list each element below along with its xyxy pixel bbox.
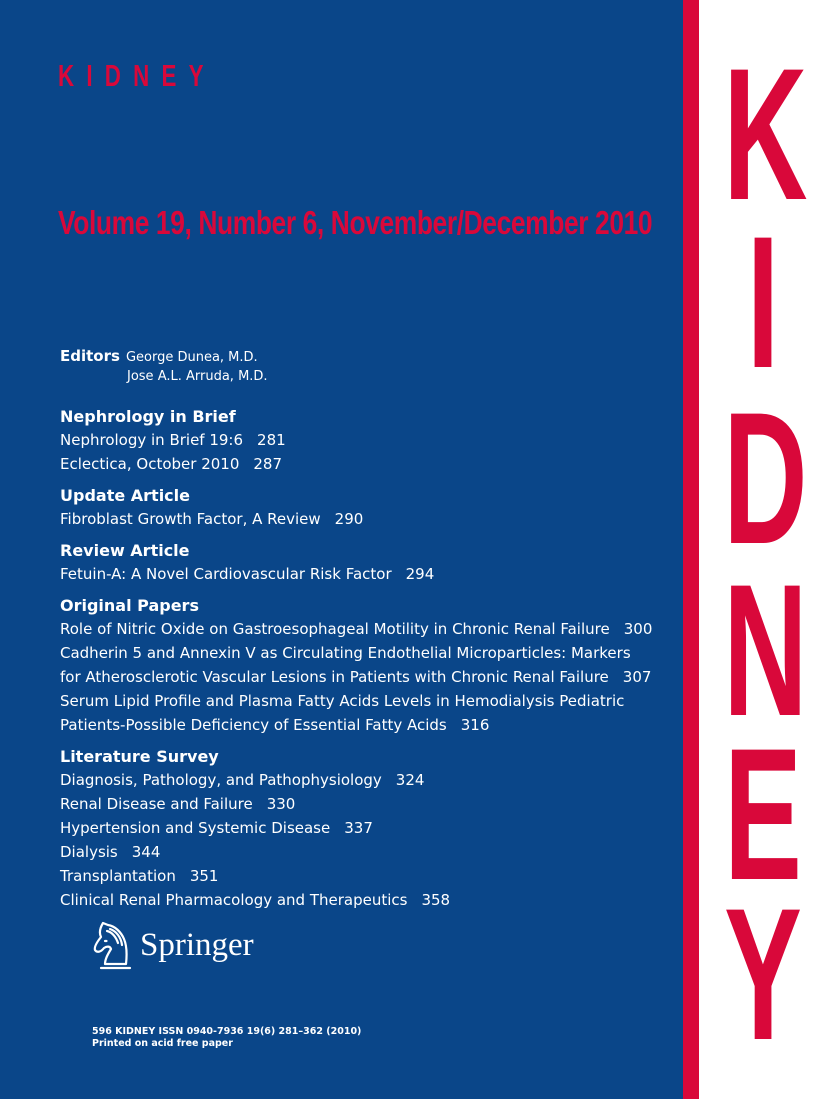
toc-entry-title: Dialysis — [60, 843, 118, 861]
toc-entry-page: 337 — [344, 819, 373, 837]
toc-entry-title: Fibroblast Growth Factor, A Review — [60, 510, 321, 528]
toc-entry-page: 316 — [460, 716, 490, 734]
spine — [699, 0, 827, 1099]
toc-entry-title: for Atherosclerotic Vascular Lesions in Patients with Chronic Renal Failure — [60, 668, 609, 686]
spine-divider — [683, 0, 699, 1099]
toc-entry-title: Transplantation — [60, 867, 176, 885]
toc-entry-title: Patients-Possible Deficiency of Essential Fatty Acids — [60, 716, 447, 734]
toc-entry-line — [60, 689, 680, 713]
toc-entry-page: 300 — [623, 620, 653, 638]
editor-name: George Dunea, M.D. — [125, 350, 258, 365]
paper-note: Printed on acid free paper — [92, 1038, 233, 1049]
spine-letter: Y — [724, 869, 802, 1079]
volume-line: Volume 19, Number 6, November/December 2010 — [58, 204, 653, 241]
toc-entry-title: Eclectica, October 2010 — [60, 455, 240, 473]
editor-name: Jose A.L. Arruda, M.D. — [127, 369, 268, 384]
section-heading: Review Article — [60, 541, 190, 560]
section-heading: Nephrology in Brief — [60, 407, 236, 426]
toc-entry-page: 344 — [131, 843, 161, 861]
toc-entry-title: Renal Disease and Failure — [60, 795, 253, 813]
toc-entry-page: 287 — [253, 455, 283, 473]
toc-entry-title: Diagnosis, Pathology, and Pathophysiology — [60, 771, 382, 789]
toc-entry-title: Fetuin-A: A Novel Cardiovascular Risk Factor — [60, 565, 392, 583]
toc-entry — [60, 864, 680, 888]
toc-entry-title: Clinical Renal Pharmacology and Therapeutics — [60, 891, 408, 909]
table-of-contents — [60, 406, 680, 912]
toc-entry-page: 351 — [189, 867, 219, 885]
toc-entry-title: Nephrology in Brief 19:6 — [60, 431, 244, 449]
publisher-name: Springer — [140, 926, 254, 963]
spine-letter: N — [723, 545, 808, 755]
toc-entry — [60, 768, 680, 792]
toc-entry-page: 358 — [421, 891, 451, 909]
toc-entry-page: 281 — [257, 431, 286, 449]
toc-entry-line — [60, 641, 680, 665]
toc-entry — [60, 428, 680, 452]
toc-entry — [60, 617, 680, 641]
spine-letter: E — [724, 709, 802, 919]
toc-entry — [60, 816, 680, 840]
springer-horse-icon — [90, 919, 132, 971]
toc-entry-title: Serum Lipid Profile and Plasma Fatty Acids Levels in Hemodialysis Pediatric — [60, 692, 625, 710]
editors-label: Editors — [60, 347, 120, 365]
toc-entry-page: 290 — [334, 510, 364, 528]
section-heading: Literature Survey — [60, 747, 219, 766]
toc-entry-page: 330 — [266, 795, 296, 813]
section-heading: Original Papers — [60, 596, 199, 615]
section-heading: Update Article — [60, 486, 190, 505]
toc-entry — [60, 840, 680, 864]
issn-line: 596 KIDNEY ISSN 0940-7936 19(6) 281–362 (2010) — [92, 1026, 362, 1037]
spine-letter: D — [723, 373, 808, 583]
publisher-logo — [90, 918, 254, 972]
toc-entry-title: Hypertension and Systemic Disease — [60, 819, 331, 837]
toc-entry-page: 324 — [395, 771, 425, 789]
toc-entry-page: 307 — [622, 668, 652, 686]
toc-entry — [60, 888, 680, 912]
toc-entry-title: Cadherin 5 and Annexin V as Circulating Endothelial Microparticles: Markers — [60, 644, 631, 662]
editors-block — [60, 346, 268, 384]
toc-entry — [60, 665, 680, 689]
toc-entry-title: Role of Nitric Oxide on Gastroesophageal Motility in Chronic Renal Failure — [60, 620, 610, 638]
toc-entry-page: 294 — [405, 565, 435, 583]
spine-letter: I — [746, 197, 780, 407]
spine-letter: K — [723, 29, 808, 239]
toc-entry — [60, 507, 680, 531]
footer-info — [92, 1026, 361, 1050]
toc-entry — [60, 562, 680, 586]
toc-entry — [60, 792, 680, 816]
toc-entry — [60, 452, 680, 476]
toc-entry — [60, 713, 680, 737]
masthead-title: KIDNEY — [58, 58, 216, 93]
